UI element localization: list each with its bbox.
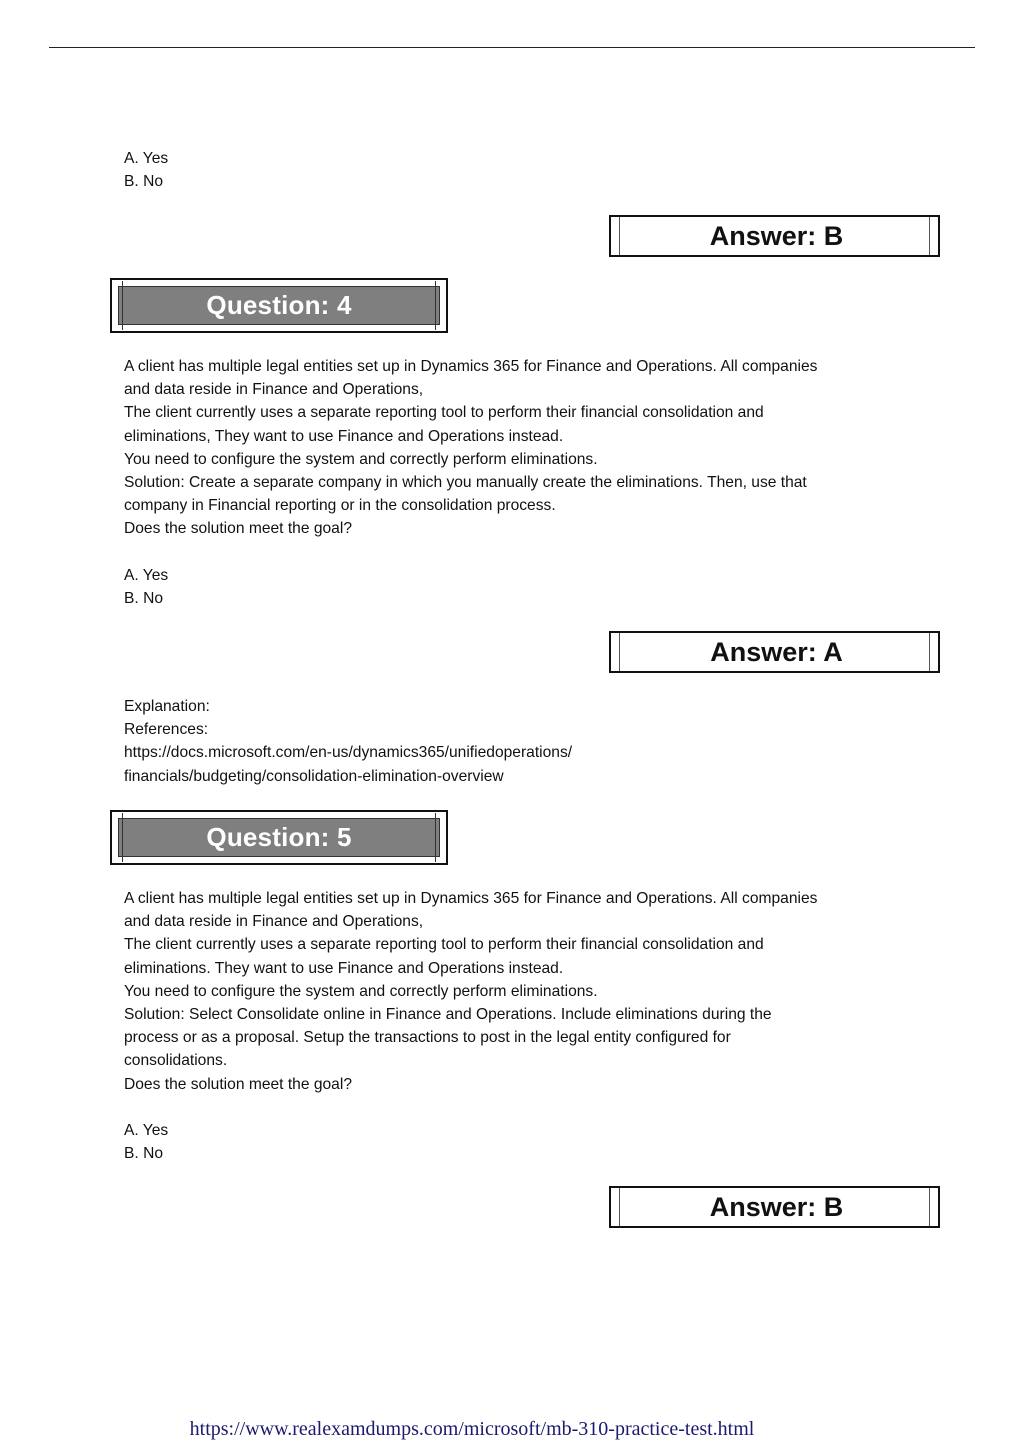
reference-url-line: financials/budgeting/consolidation-elimination-overview bbox=[124, 767, 504, 785]
question-3-options bbox=[124, 147, 168, 193]
answer-box-q4 bbox=[609, 631, 940, 673]
answer-label: Answer: B bbox=[619, 217, 930, 255]
q4-line: eliminations, They want to use Finance and Operations instead. bbox=[124, 427, 564, 445]
answer-label: Answer: B bbox=[619, 1188, 930, 1226]
q5-line: You need to configure the system and correctly perform eliminations. bbox=[124, 982, 598, 1000]
question-4-heading: Question: 4 bbox=[118, 286, 440, 325]
references-label: References: bbox=[124, 721, 209, 739]
question-5-heading-box bbox=[110, 810, 448, 865]
q5-line: process or as a proposal. Setup the transactions to post in the legal entity configured for bbox=[124, 1029, 731, 1047]
q4-line: Solution: Create a separate company in which you manually create the eliminations. Then, use that bbox=[124, 474, 807, 492]
q5-line: Does the solution meet the goal? bbox=[124, 1075, 352, 1093]
q4-line: A client has multiple legal entities set up in Dynamics 365 for Finance and Operations. All companies bbox=[124, 358, 818, 375]
q5-line: A client has multiple legal entities set up in Dynamics 365 for Finance and Operations. All companies bbox=[124, 890, 818, 907]
footer-url-link[interactable]: https://www.realexamdumps.com/microsoft/mb-310-practice-test.html bbox=[189, 1418, 755, 1440]
q5-line: The client currently uses a separate reporting tool to perform their financial consolidation and bbox=[124, 936, 764, 954]
option-b: B. No bbox=[124, 173, 163, 191]
reference-url-line: https://docs.microsoft.com/en-us/dynamics365/unifiedoperations/ bbox=[124, 744, 573, 762]
question-5-heading: Question: 5 bbox=[118, 818, 440, 857]
answer-box-q3 bbox=[609, 215, 940, 257]
question-4-heading-box bbox=[110, 278, 448, 333]
answer-label: Answer: A bbox=[619, 633, 930, 671]
q4-line: and data reside in Finance and Operations, bbox=[124, 381, 424, 399]
q4-line: You need to configure the system and correctly perform eliminations. bbox=[124, 450, 598, 468]
q5-line: eliminations. They want to use Finance and Operations instead. bbox=[124, 959, 564, 977]
explanation-label: Explanation: bbox=[124, 698, 210, 715]
q4-line: The client currently uses a separate reporting tool to perform their financial consolidation and bbox=[124, 404, 764, 422]
q4-line: company in Financial reporting or in the consolidation process. bbox=[124, 497, 556, 515]
q5-line: and data reside in Finance and Operations, bbox=[124, 913, 424, 931]
option-a: A. Yes bbox=[124, 150, 169, 167]
q5-line: Solution: Select Consolidate online in Finance and Operations. Include eliminations during the bbox=[124, 1006, 772, 1024]
option-b: B. No bbox=[124, 1145, 163, 1163]
q4-line: Does the solution meet the goal? bbox=[124, 520, 352, 538]
option-b: B. No bbox=[124, 590, 163, 608]
q5-line: consolidations. bbox=[124, 1052, 228, 1070]
answer-box-q5 bbox=[609, 1186, 940, 1228]
option-a: A. Yes bbox=[124, 1122, 169, 1140]
header-rule bbox=[49, 47, 975, 48]
option-a: A. Yes bbox=[124, 566, 169, 584]
question-4-body bbox=[124, 355, 817, 610]
question-4-explanation bbox=[124, 695, 572, 788]
question-5-body bbox=[124, 887, 817, 1165]
